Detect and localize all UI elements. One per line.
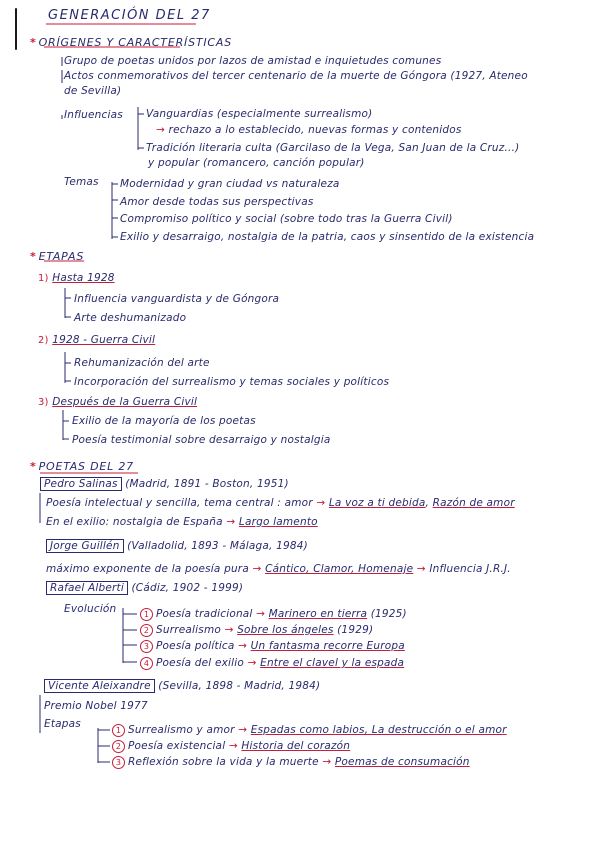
circled-number-3-icon: 3: [140, 640, 153, 653]
section-heading-origenes: [30, 36, 232, 49]
arrow-icon: →: [247, 657, 257, 669]
aleixandre-stage-2-text: Poesía existencial: [128, 740, 226, 752]
circled-number-2-icon: 2: [140, 624, 153, 637]
guillen-header: [46, 540, 308, 553]
influencia-2b: y popular (romancero, canción popular): [148, 157, 365, 169]
aleixandre-stage-1: [112, 724, 507, 737]
arrow-icon: →: [238, 640, 248, 652]
alberti-stage-1-text: Poesía tradicional: [156, 608, 253, 620]
temas-label: Temas: [64, 176, 99, 188]
etapa-3-b: Poesía testimonial sobre desarraigo y nostalgia: [72, 434, 331, 446]
salinas-dates: (Madrid, 1891 - Boston, 1951): [125, 478, 289, 490]
etapa-2-title-text: 1928 - Guerra Civil: [52, 334, 156, 346]
influencia-1b: [156, 124, 462, 137]
alberti-stage-4-text: Poesía del exilio: [156, 657, 245, 669]
aleixandre-work-2: Historia del corazón: [241, 740, 351, 752]
aleixandre-premio: Premio Nobel 1977: [44, 700, 148, 712]
alberti-stage-3-text: Poesía política: [156, 640, 235, 652]
alberti-stage-3: [140, 640, 405, 653]
aleixandre-work-1: Espadas como labios, La destrucción o el amor: [250, 724, 507, 736]
origenes-line-2a: Actos conmemorativos del tercer centenario de la muerte de Góngora (1927, Ateneo: [64, 70, 528, 82]
salinas-name: Pedro Salinas: [40, 477, 122, 491]
etapa-3-title: [38, 396, 197, 409]
aleixandre-stage-3-text: Reflexión sobre la vida y la muerte: [128, 756, 319, 768]
alberti-work-3: Un fantasma recorre Europa: [250, 640, 405, 652]
star-bullet-icon: *: [30, 460, 37, 473]
etapa-3-number: 3): [38, 397, 49, 408]
etapas-heading-label: ETAPAS: [38, 250, 85, 263]
origenes-heading-label: ORÍGENES Y CARACTERÍSTICAS: [38, 36, 232, 49]
etapa-1-a: Influencia vanguardista y de Góngora: [74, 293, 280, 305]
section-heading-poetas: [30, 460, 134, 473]
influencia-1: Vanguardias (especialmente surrealismo): [146, 108, 373, 120]
influencia-2: Tradición literaria culta (Garcilaso de la Vega, San Juan de la Cruz...): [146, 142, 520, 154]
aleixandre-name: Vicente Aleixandre: [44, 679, 155, 693]
star-bullet-icon: *: [30, 36, 37, 49]
tema-1: Modernidad y gran ciudad vs naturaleza: [120, 178, 340, 190]
etapa-1-b: Arte deshumanizado: [74, 312, 187, 324]
tema-2: Amor desde todas sus perspectivas: [120, 196, 314, 208]
alberti-work-2: Sobre los ángeles: [237, 624, 334, 636]
alberti-stage-4: [140, 657, 404, 670]
origenes-line-1: Grupo de poetas unidos por lazos de amistad e inquietudes comunes: [64, 55, 442, 67]
aleixandre-stage-1-text: Surrealismo y amor: [128, 724, 235, 736]
arrow-icon: →: [416, 563, 426, 575]
etapa-2-a: Rehumanización del arte: [74, 357, 210, 369]
influencias-label: Influencias: [64, 109, 123, 121]
alberti-work-1: Marinero en tierra: [268, 608, 368, 620]
aleixandre-stage-3: [112, 756, 470, 769]
aleixandre-stage-2: [112, 740, 350, 753]
aleixandre-header: [44, 680, 320, 693]
guillen-line-1: [46, 563, 511, 576]
alberti-year-1: (1925): [370, 608, 407, 620]
arrow-icon: →: [156, 124, 165, 136]
arrow-icon: →: [256, 608, 266, 620]
etapa-3-a: Exilio de la mayoría de los poetas: [72, 415, 256, 427]
etapa-1-title: [38, 272, 115, 285]
salinas-line-2-text: En el exilio: nostalgia de España: [46, 516, 223, 528]
arrow-icon: →: [252, 563, 262, 575]
alberti-name: Rafael Alberti: [46, 581, 128, 595]
aleixandre-etapas-label: Etapas: [44, 718, 81, 730]
etapa-1-number: 1): [38, 273, 49, 284]
guillen-influence: Influencia J.R.J.: [429, 563, 511, 575]
poetas-heading-label: POETAS DEL 27: [38, 460, 134, 473]
salinas-line-1: Poesía intelectual y sencilla, tema central : amor → La voz a ti debida, Razón de amor: [46, 497, 515, 509]
arrow-icon: →: [224, 624, 234, 636]
alberti-header: [46, 582, 243, 595]
arrow-icon: →: [316, 497, 326, 509]
etapa-3-title-text: Después de la Guerra Civil: [52, 396, 198, 408]
etapa-2-number: 2): [38, 335, 49, 346]
alberti-year-2: (1929): [337, 624, 374, 636]
alberti-dates: (Cádiz, 1902 - 1999): [131, 582, 244, 594]
influencia-1b-text: rechazo a lo establecido, nuevas formas y contenidos: [168, 124, 462, 136]
salinas-work-1: La voz a ti debida: [328, 497, 426, 509]
guillen-works: Cántico, Clamor, Homenaje: [265, 563, 414, 575]
circled-number-4-icon: 4: [140, 657, 153, 670]
alberti-evolucion-label: Evolución: [64, 603, 117, 615]
section-heading-etapas: [30, 250, 84, 263]
guillen-dates: (Valladolid, 1893 - Málaga, 1984): [127, 540, 308, 552]
circled-number-1-icon: 1: [112, 724, 125, 737]
aleixandre-dates: (Sevilla, 1898 - Madrid, 1984): [158, 680, 321, 692]
alberti-stage-1: [140, 608, 407, 621]
salinas-line-1-text: Poesía intelectual y sencilla, tema central : amor: [46, 497, 313, 509]
circled-number-3-icon: 3: [112, 756, 125, 769]
guillen-name: Jorge Guillén: [46, 539, 124, 553]
page-title: GENERACIÓN DEL 27: [48, 8, 211, 23]
circled-number-1-icon: 1: [140, 608, 153, 621]
circled-number-2-icon: 2: [112, 740, 125, 753]
arrow-icon: →: [226, 516, 236, 528]
arrow-icon: →: [322, 756, 332, 768]
alberti-stage-2-text: Surrealismo: [156, 624, 222, 636]
tema-4: Exilio y desarraigo, nostalgia de la patria, caos y sinsentido de la existencia: [120, 231, 535, 243]
alberti-work-4: Entre el clavel y la espada: [260, 657, 405, 669]
guillen-line-1-text: máximo exponente de la poesía pura: [46, 563, 249, 575]
salinas-header: [40, 478, 289, 491]
salinas-work-3: Largo lamento: [238, 516, 318, 528]
star-bullet-icon: *: [30, 250, 37, 263]
arrow-icon: →: [228, 740, 238, 752]
salinas-line-2: [46, 516, 318, 529]
alberti-stage-2: [140, 624, 373, 637]
tema-3: Compromiso político y social (sobre todo tras la Guerra Civil): [120, 213, 453, 225]
origenes-line-2b: de Sevilla): [64, 85, 122, 97]
etapa-2-b: Incorporación del surrealismo y temas sociales y políticos: [74, 376, 390, 388]
arrow-icon: →: [238, 724, 248, 736]
etapa-2-title: [38, 334, 155, 347]
aleixandre-work-3: Poemas de consumación: [334, 756, 470, 768]
salinas-work-2: Razón de amor: [432, 497, 515, 509]
etapa-1-title-text: Hasta 1928: [52, 272, 115, 284]
